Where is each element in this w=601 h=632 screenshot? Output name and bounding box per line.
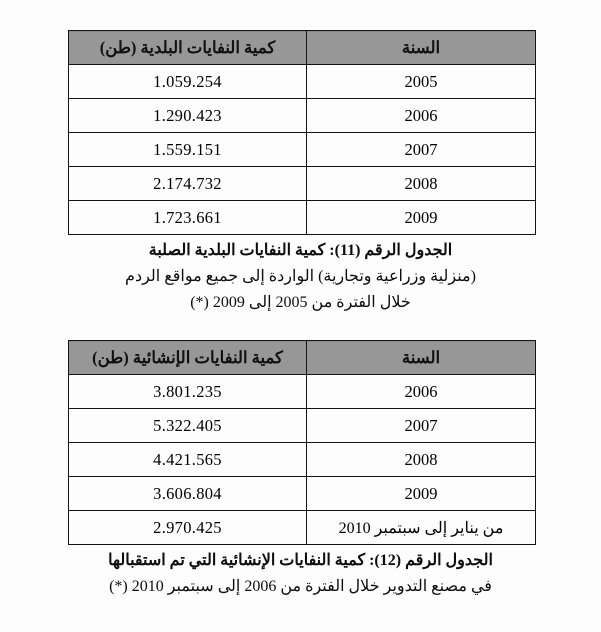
- cell-value: 1.059.254: [69, 65, 307, 99]
- cell-value: 3.606.804: [69, 477, 307, 511]
- table-header-row: [69, 31, 536, 65]
- cell-year: 2007: [307, 409, 536, 443]
- caption-line: (منزلية وزراعية وتجارية) الواردة إلى جميع مواقع الردم: [125, 268, 476, 285]
- caption-line: في مصنع التدوير خلال الفترة من 2006 إلى سبتمبر 2010 (*): [109, 578, 492, 595]
- header-year: السنة: [307, 31, 536, 65]
- cell-year: من يناير إلى سبتمبر 2010: [307, 511, 536, 545]
- table-row: [69, 133, 536, 167]
- cell-year: 2009: [307, 477, 536, 511]
- header-waste-amount: كمية النفايات البلدية (طن): [69, 31, 307, 65]
- cell-year: 2007: [307, 133, 536, 167]
- caption-line: الجدول الرقم (11): كمية النفايات البلدية الصلبة: [148, 242, 453, 259]
- table-row: [69, 201, 536, 235]
- data-table-11: [68, 30, 536, 235]
- table-row: [69, 443, 536, 477]
- table-row: [69, 167, 536, 201]
- table-header-12: [69, 341, 536, 375]
- data-table-12: [68, 340, 536, 545]
- table-caption-11: [0, 238, 601, 316]
- cell-year: 2008: [307, 443, 536, 477]
- cell-value: 2.174.732: [69, 167, 307, 201]
- cell-year: 2009: [307, 201, 536, 235]
- table-row: [69, 375, 536, 409]
- caption-line: الجدول الرقم (12): كمية النفايات الإنشائية التي تم استقبالها: [108, 552, 493, 569]
- table-row: [69, 99, 536, 133]
- header-construction-waste-amount: كمية النفايات الإنشائية (طن): [69, 341, 307, 375]
- table-header-row: [69, 341, 536, 375]
- table-block-11: [68, 30, 533, 235]
- cell-value: 2.970.425: [69, 511, 307, 545]
- cell-value: 3.801.235: [69, 375, 307, 409]
- table-body-11: [69, 65, 536, 235]
- cell-value: 1.559.151: [69, 133, 307, 167]
- table-header-11: [69, 31, 536, 65]
- cell-value: 4.421.565: [69, 443, 307, 477]
- table-caption-12: [0, 548, 601, 600]
- table-row: [69, 477, 536, 511]
- table-row: [69, 511, 536, 545]
- caption-line: خلال الفترة من 2005 إلى 2009 (*): [190, 294, 411, 311]
- cell-year: 2008: [307, 167, 536, 201]
- header-year: السنة: [307, 341, 536, 375]
- cell-year: 2006: [307, 375, 536, 409]
- cell-year: 2006: [307, 99, 536, 133]
- table-body-12: [69, 375, 536, 545]
- table-block-12: [68, 340, 533, 545]
- table-row: [69, 65, 536, 99]
- table-row: [69, 409, 536, 443]
- cell-value: 5.322.405: [69, 409, 307, 443]
- cell-value: 1.723.661: [69, 201, 307, 235]
- cell-year: 2005: [307, 65, 536, 99]
- cell-value: 1.290.423: [69, 99, 307, 133]
